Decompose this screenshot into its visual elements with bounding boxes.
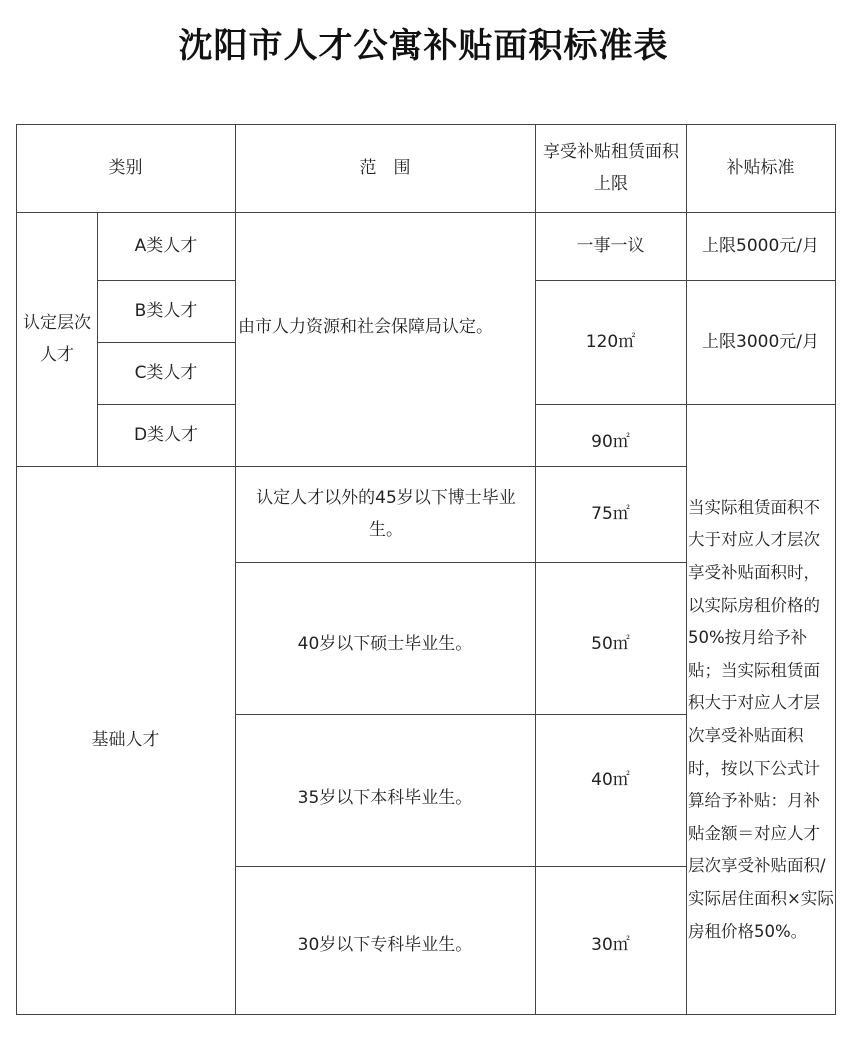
area-d: 90㎡ xyxy=(591,432,630,452)
level-a: A类人才 xyxy=(134,236,198,256)
header-category: 类别 xyxy=(108,158,143,178)
level-c: C类人才 xyxy=(134,363,198,383)
level-d: D类人才 xyxy=(133,425,199,445)
page-title: 沈阳市人才公寓补贴面积标准表 xyxy=(178,26,669,66)
table-border-right xyxy=(835,124,836,1015)
certified-scope: 由市人力资源和社会保障局认定。 xyxy=(238,317,493,337)
header-scope: 范 围 xyxy=(359,158,411,178)
table-border-bottom xyxy=(16,1014,835,1015)
basic-scope-master: 40岁以下硕士毕业生。 xyxy=(297,634,473,654)
header-area-cap: 享受补贴租赁面积上限 xyxy=(543,142,679,194)
header-subsidy-standard: 补贴标准 xyxy=(726,158,795,178)
area-master: 50㎡ xyxy=(591,634,630,654)
basic-group-label: 基础人才 xyxy=(91,730,160,750)
area-bachelor: 40㎡ xyxy=(591,770,630,790)
standard-a: 上限5000元/月 xyxy=(702,236,819,256)
certified-group-label: 认定层次人才 xyxy=(23,313,91,365)
area-bc: 120㎡ xyxy=(585,332,636,352)
basic-scope-doctor: 认定人才以外的45岁以下博士毕业生。 xyxy=(256,488,516,540)
standard-formula: 当实际租赁面积不大于对应人才层次享受补贴面积时，以实际房租价格的50%按月给予补贴；当实际租赁面积大于对应人才层次享受补贴面积时，按以下公式计算给予补贴：月补贴金额＝对应人才层次享受补贴面积/实际居住面积×实际房租价格50%。 xyxy=(688,497,834,941)
level-b: B类人才 xyxy=(134,301,198,321)
area-associate: 30㎡ xyxy=(591,935,630,955)
area-doctor: 75㎡ xyxy=(591,504,630,524)
basic-scope-bachelor: 35岁以下本科毕业生。 xyxy=(297,788,473,808)
standard-bc: 上限3000元/月 xyxy=(702,332,819,352)
area-a: 一事一议 xyxy=(576,236,645,256)
basic-scope-associate: 30岁以下专科毕业生。 xyxy=(297,935,473,955)
